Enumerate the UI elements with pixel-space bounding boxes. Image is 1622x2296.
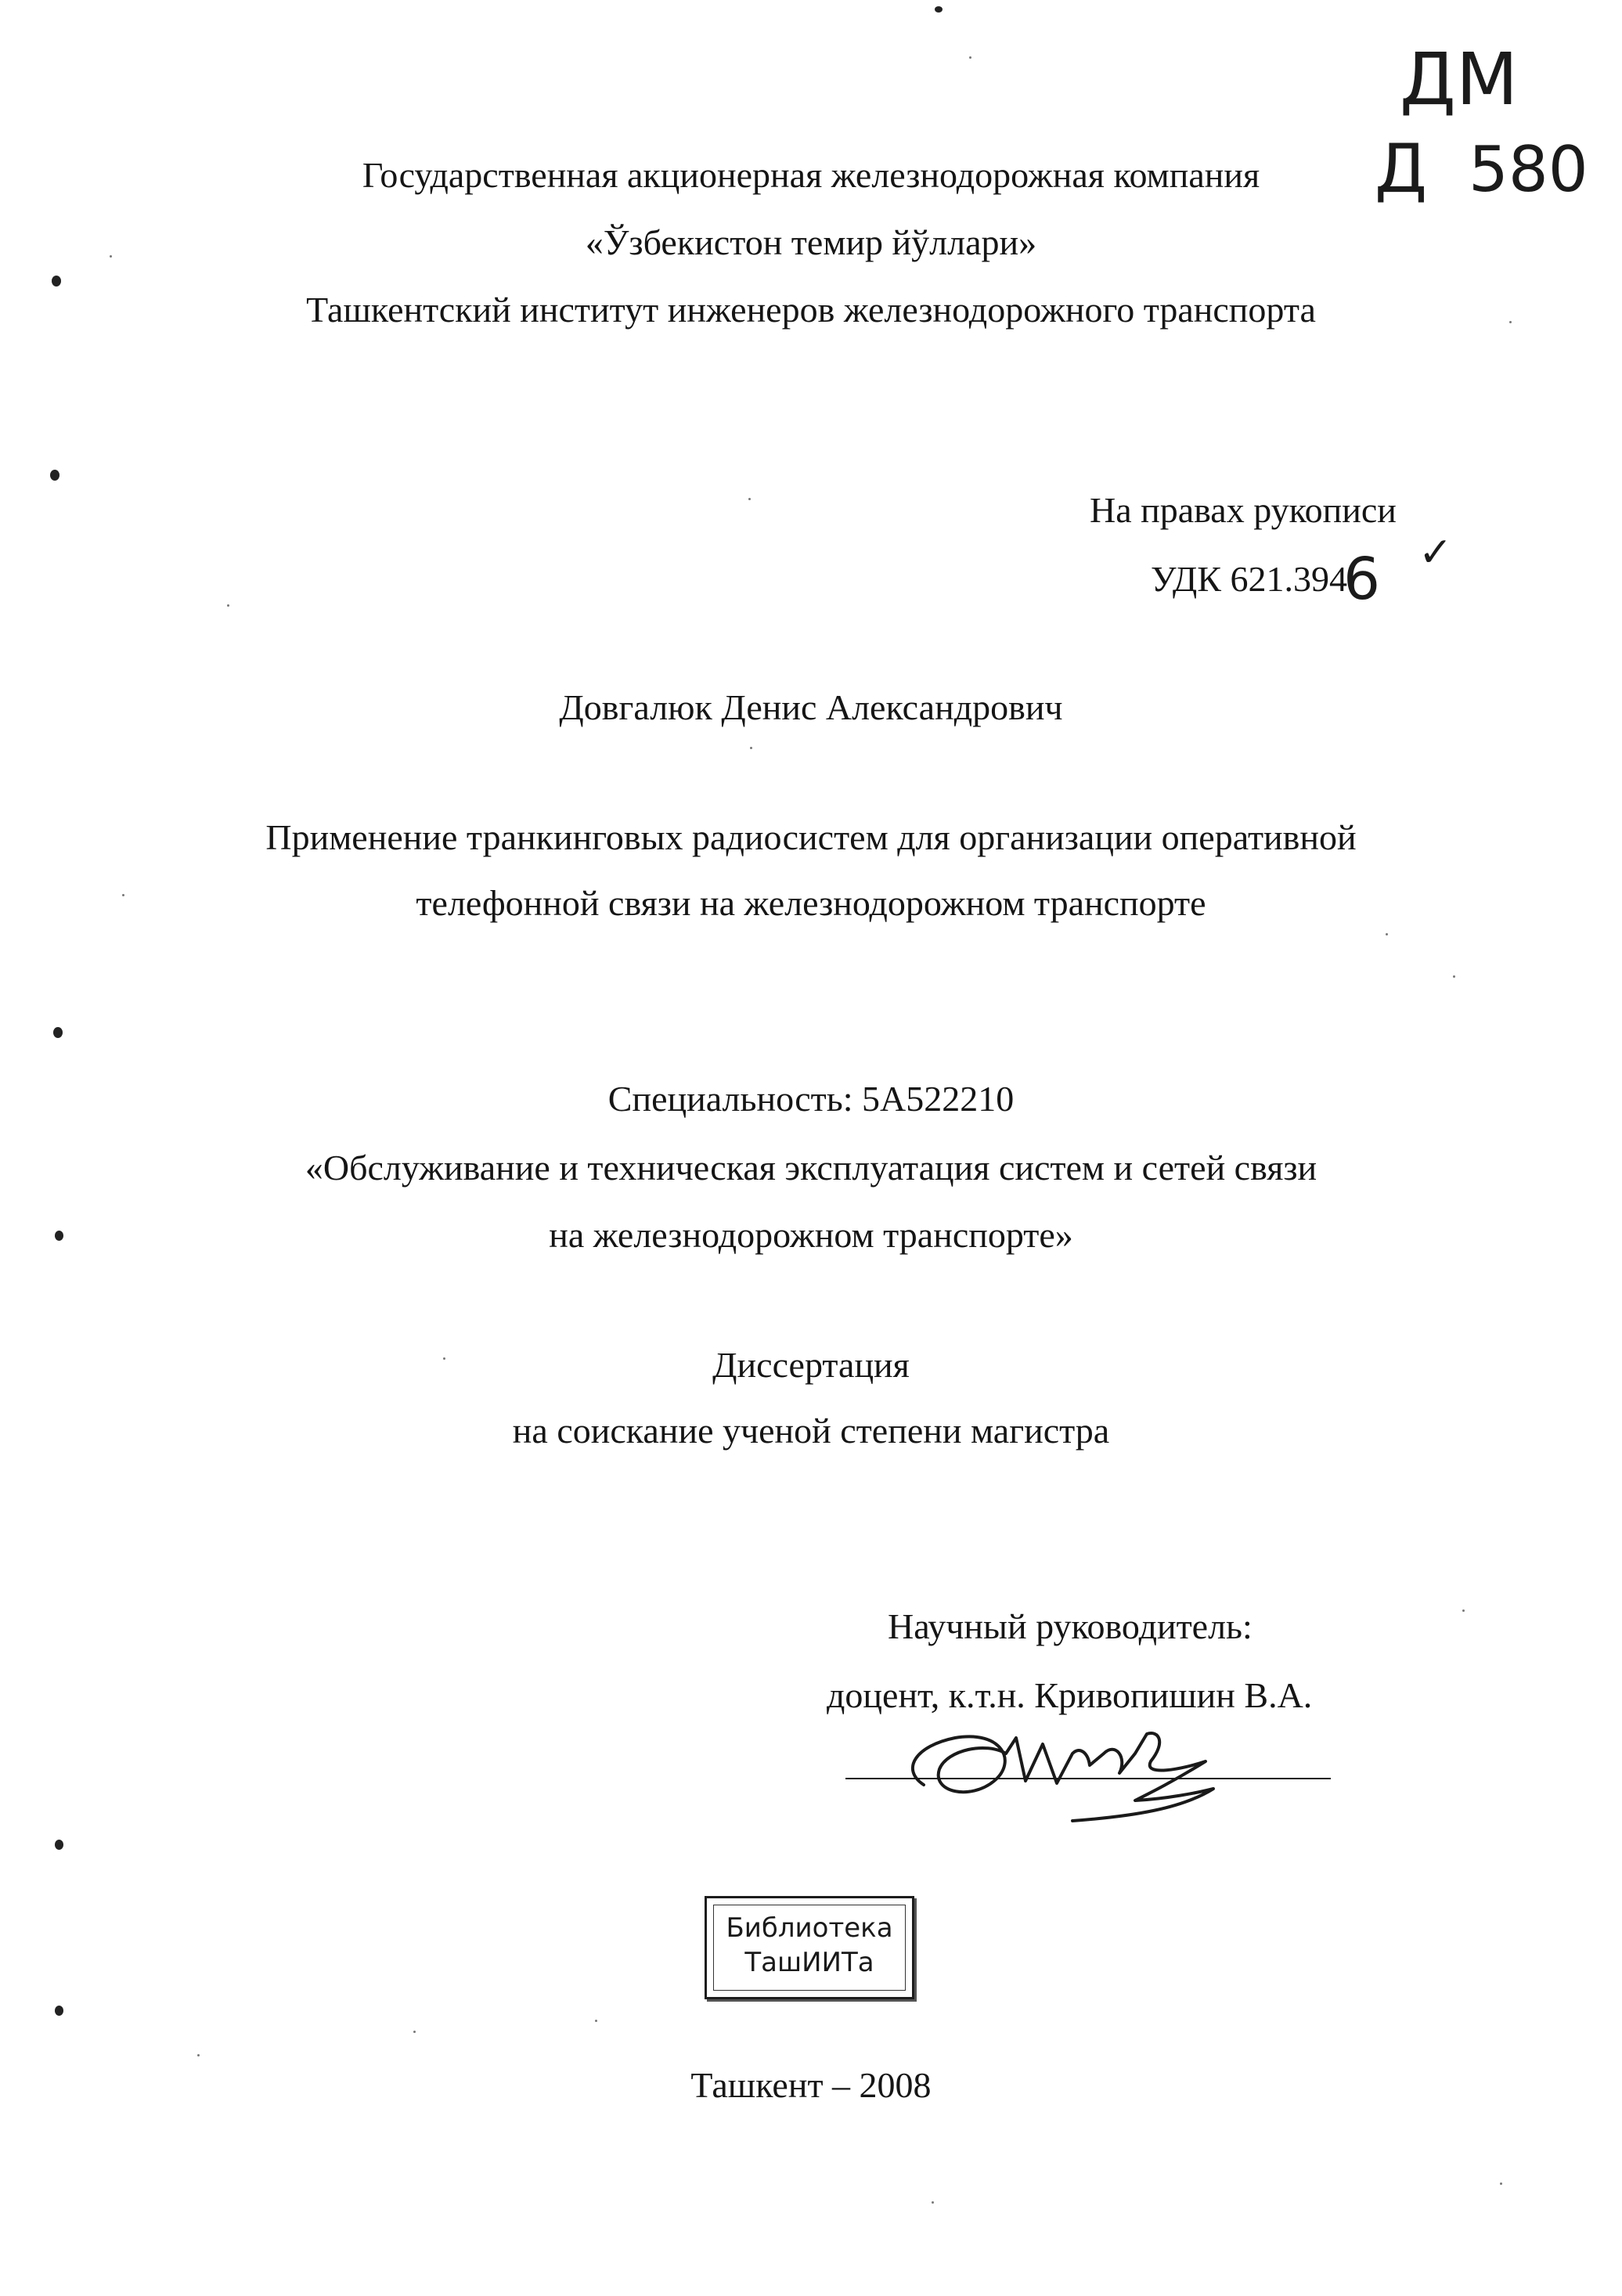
binding-hole-mark bbox=[50, 470, 59, 481]
specialty-name-line-1: «Обслуживание и техническая эксплуатация систем и сетей связи bbox=[305, 1148, 1317, 1188]
scan-speck bbox=[969, 56, 971, 59]
scan-speck bbox=[935, 6, 943, 13]
scan-speck bbox=[413, 2031, 416, 2033]
scan-speck bbox=[1386, 933, 1388, 935]
scan-speck bbox=[1500, 2182, 1502, 2185]
udc-code: УДК 621.394 bbox=[1151, 559, 1347, 599]
binding-hole-mark bbox=[53, 1027, 63, 1038]
library-stamp bbox=[705, 1896, 914, 1999]
degree-purpose: на соискание ученой степени магистра bbox=[512, 1411, 1110, 1451]
handwritten-checkmark: ✓ bbox=[1418, 529, 1453, 576]
stamp-line-2: ТашИИТа bbox=[744, 1947, 874, 1978]
thesis-title-line-1: Применение транкинговых радиосистем для организации оперативной bbox=[265, 817, 1357, 857]
supervisor-signature bbox=[838, 1707, 1339, 1832]
author-name: Довгалюк Денис Александрович bbox=[559, 687, 1063, 727]
scan-speck bbox=[110, 255, 112, 258]
scan-speck bbox=[748, 498, 751, 500]
scan-speck bbox=[1453, 975, 1455, 978]
scan-speck bbox=[122, 894, 124, 896]
scan-speck bbox=[443, 1357, 445, 1360]
supervisor-label: Научный руководитель: bbox=[888, 1606, 1253, 1646]
handwritten-udc-correction: 6 bbox=[1343, 546, 1381, 613]
handwritten-code-number: 580 bbox=[1469, 133, 1588, 206]
manuscript-note: На правах рукописи bbox=[1090, 490, 1397, 530]
supervisor-name: доцент, к.т.н. Кривопишин В.А. bbox=[827, 1675, 1313, 1715]
scan-speck bbox=[1509, 321, 1512, 323]
handwritten-code-prefix: Д bbox=[1375, 130, 1428, 208]
place-and-year: Ташкент – 2008 bbox=[690, 2065, 932, 2105]
scan-speck bbox=[197, 2054, 200, 2056]
scan-speck bbox=[595, 2020, 597, 2022]
degree-type: Диссертация bbox=[712, 1345, 910, 1385]
specialty-code: Специальность: 5А522210 bbox=[607, 1079, 1015, 1119]
org-line-2: «Ўзбекистон темир йўллари» bbox=[585, 222, 1037, 262]
handwritten-code-top: ДМ bbox=[1400, 38, 1519, 121]
stamp-inner-border bbox=[713, 1905, 906, 1991]
binding-hole-mark bbox=[55, 2006, 63, 2016]
thesis-title-line-2: телефонной связи на железнодорожном транспорте bbox=[416, 883, 1206, 923]
org-line-1: Государственная акционерная железнодорожная компания bbox=[362, 155, 1260, 195]
binding-hole-mark bbox=[55, 1840, 63, 1850]
stamp-line-1: Библиотека bbox=[726, 1912, 893, 1944]
scan-speck bbox=[932, 2201, 934, 2204]
scan-speck bbox=[750, 747, 752, 749]
binding-hole-mark bbox=[52, 276, 61, 287]
binding-hole-mark bbox=[55, 1231, 63, 1241]
scan-speck bbox=[227, 604, 229, 607]
specialty-name-line-2: на железнодорожном транспорте» bbox=[549, 1215, 1073, 1255]
institute-line: Ташкентский институт инженеров железнодорожного транспорта bbox=[306, 290, 1316, 330]
scan-speck bbox=[1462, 1609, 1465, 1612]
